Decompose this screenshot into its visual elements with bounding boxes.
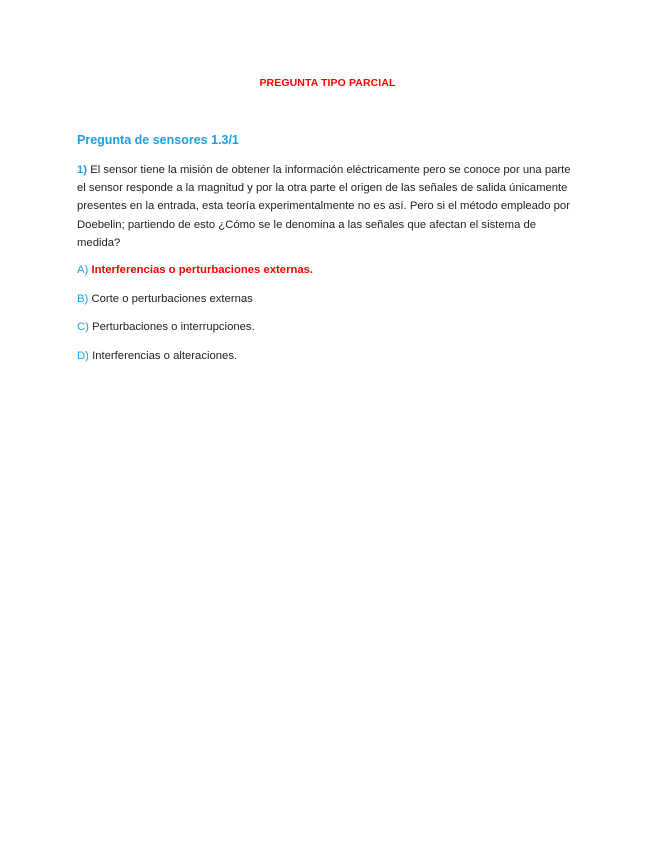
document-title: PREGUNTA TIPO PARCIAL — [259, 77, 396, 89]
option-d-letter: D) — [77, 350, 89, 362]
option-d-text: Interferencias o alteraciones. — [92, 350, 238, 362]
option-c-letter: C) — [77, 321, 89, 333]
option-a-letter: A) — [77, 264, 89, 276]
option-b-text: Corte o perturbaciones externas — [91, 293, 253, 305]
option-b — [77, 291, 253, 307]
option-b-letter: B) — [77, 293, 89, 305]
option-c — [77, 319, 255, 335]
option-a — [77, 262, 313, 278]
option-d — [77, 348, 237, 364]
question-text: El sensor tiene la misión de obtener la información eléctricamente pero se conoce por una parte el sensor responde a la magnitud y por la otra parte el origen de las señales de salida únicamente presentes en la entrada, esta teoría experimentalmente no es así. Pero si el método empleado por Doebelin; partiendo de esto ¿Cómo se le denomina a las señales que afectan el sistema de medida? — [77, 164, 571, 249]
question-number: 1) — [77, 164, 88, 176]
option-a-text: Interferencias o perturbaciones externas. — [91, 264, 314, 276]
question-paragraph — [77, 161, 577, 252]
option-c-text: Perturbaciones o interrupciones. — [92, 321, 255, 333]
section-heading: Pregunta de sensores 1.3/1 — [77, 133, 239, 147]
